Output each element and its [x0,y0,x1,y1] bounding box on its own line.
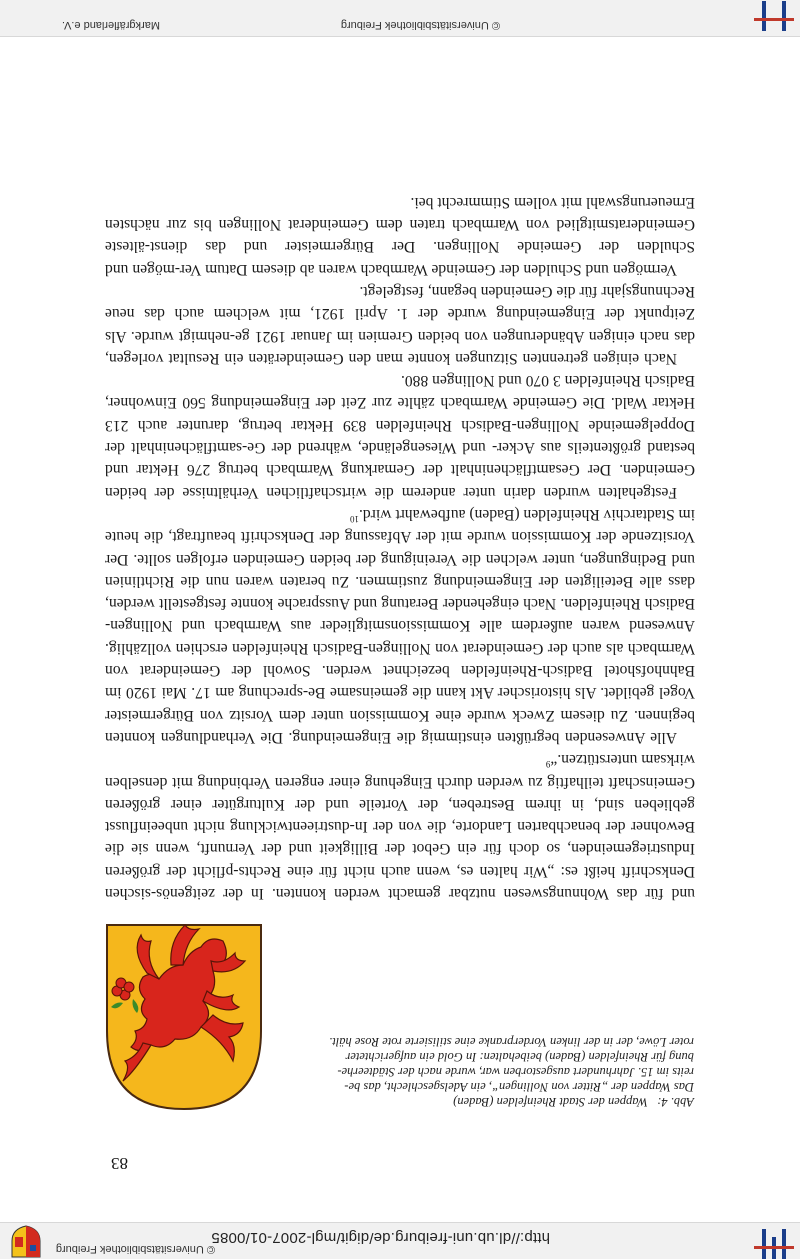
footer-copyright: © Universitätsbibliothek Freiburg [340,19,500,31]
university-library-logo-footer [752,1,794,31]
footnote-marker[interactable]: 10 [349,514,359,525]
paragraph-text: und für das Wohnungswesen nutzbar gemacht werden konnten. In der zeitgenös-sischen Denkschrift heißt es: „Wir halten es, wenn auch nicht für eine Rechts-pflicht der größeren Industriegemeinden, so doch für ein Gebot der Billigkeit und der Vernunft, wenn sie die Bewohner der benachbarten Landorte, die von der In-dustrieentwicklung nicht unbeeinflusst geblieben sind, in ihrem Bestreben, der Vorteile und der Kulturgüter einer größeren Gemeinschaft teilhaftig zu werden durch Eingehung einer engeren Verbindung mit denselben wirksam unterstützen.“ [105,751,695,902]
page-number: 83 [111,1154,128,1173]
caption-line-2: reits im 15. Jahrhundert ausgestorben war, wurde nach der Städteerhe- [337,1065,694,1079]
header-band [0,1222,800,1259]
footnote-marker[interactable]: 9 [545,759,551,770]
paragraph: Festgehalten wurden darin unter anderem die wirtschaftlichen Verhältnisse der beiden Gemeinden. Der Gesamtflächeninhalt der Gemarkung Warmbach betrug 276 Hektar und bestand größtenteils aus Acker- und Wiesengelände, während der Ge-samtflächeninhalt der Doppelgemeinde Nollingen-Badisch Rheinfelden 839 Hektar betrug, darunter auch 213 Hektar Wald. Die Gemeinde Warmbach zählte zur Zeit der Eingemeindung 560 Einwohner, Badisch Rheinfelden 3 070 und Nollingen 880. [105,372,695,501]
footer-society: Markgräflerland e.V. [61,19,160,31]
coat-of-arms-figure [105,923,263,1111]
copyright-notice: © Universitätsbibliothek Freiburg [55,1243,215,1255]
body-text [105,191,695,905]
caption-line-4: roter Löwe, der in der linken Vorderpranke eine stilisierte rote Rose hält. [329,1035,694,1049]
footer-band [0,0,800,37]
caption-title-line [284,1094,694,1109]
paragraph: Nach einigen getrennten Sitzungen konnte man den Gemeinderäten ein Resultat vorlegen, das nach einigen Abänderungen von beiden Gremien im Januar 1921 ge-nehmigt wurde. Als Zeitpunkt der Eingemeindung wurde der 1. April 1921, mit welchem auch das neue Rechnungsjahr für die Gemeinden begann, festgelegt. [105,282,695,367]
source-url[interactable]: http://dl.ub.uni-freiburg.de/digit/mgl-2007-01/0085 [211,1229,550,1246]
caption-line-1: Das Wappen der „Ritter von Nollingen“, ein Adelsgeschlecht, das be- [344,1080,694,1094]
caption-line-3: bung für Rheinfelden (Baden) beibehalten: In Gold ein aufgerichteter [345,1050,694,1064]
paragraph-text: Alle Anwesenden begrüßten einstimmig die Eingemeindung. Die Verhandlungen konnten beginnen. Zu diesem Zweck wurde eine Kommission unter dem Vorsitz von Bürgermeister Vogel gebildet. Als historischer Akt kann die gemeinsame Be-sprechung am 17. Mai 1920 im Bahnhofshotel Badisch-Rheinfelden bezeichnet werden. Sowohl der Gemeinderat von Warmbach als auch der Gemeinderat von Nollingen-Badisch Rheinfelden erschien vollzählig. Anwesend waren außerdem alle Kommissionsmitglieder aus Warmbach und Nollingen-Badisch Rheinfelden. Nach eingehender Beratung und Aussprache konnte festgestellt werden, dass alle Beteiligten der Eingemeindung zustimmen. Zu beraten waren nun die Richtlinien und Bedingungen, unter welchen die Vereinigung der beiden Gemeinden erfolgen sollte. Der Vorsitzende der Kommission wurde mit der Abfassung der Denkschrift beauftragt, die heute im Stadtarchiv Rheinfelden (Baden) aufbewahrt wird. [105,505,695,746]
society-crest-icon [10,1225,42,1259]
paragraph: Vermögen und Schulden der Gemeinde Warmbach waren ab diesem Datum Ver-mögen und Schulden der Gemeinde Nollingen. Der Bürgermeister und das dienst-älteste Gemeinderatsmitglied von Warmbach traten dem Gemeinderat Nollingen bis zur nächsten Erneuerungswahl mit vollem Stimmrecht bei. [105,193,695,278]
university-library-logo [752,1229,794,1259]
figure-caption [284,1034,694,1109]
paragraph [105,503,695,748]
caption-label: Abb. 4: [657,1095,694,1109]
caption-title: Wappen der Stadt Rheinfelden (Baden) [453,1095,648,1109]
paragraph [105,748,695,904]
